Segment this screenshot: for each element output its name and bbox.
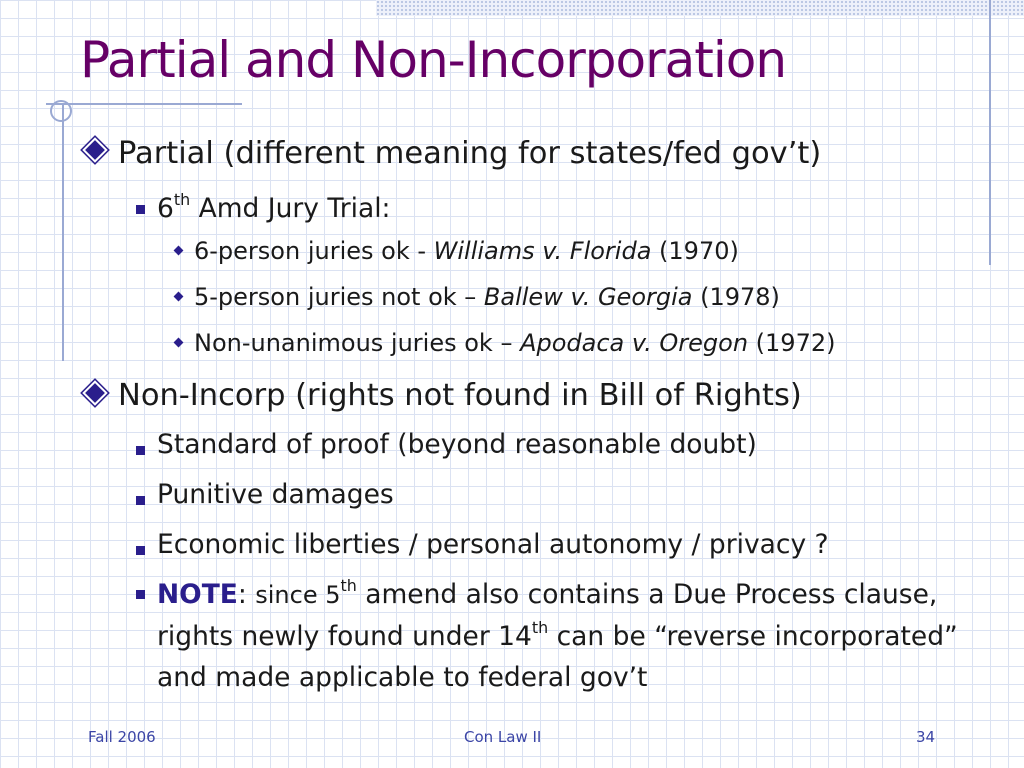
footer-slide-number: 34 xyxy=(916,728,936,746)
note-part1: since 5 xyxy=(255,581,341,609)
decorative-dot-pattern xyxy=(376,0,1024,16)
slide-title: Partial and Non-Incorporation xyxy=(80,31,787,89)
note-colon: : xyxy=(237,579,256,610)
case-williams xyxy=(194,235,739,267)
note-part3: can be “reverse incorporated” and made applicable to federal gov’t xyxy=(157,621,958,693)
nonincorp-item-economic-liberties: Economic liberties / personal autonomy / privacy ? xyxy=(157,529,829,560)
decorative-horizontal-line xyxy=(46,103,242,105)
small-diamond-bullet-icon xyxy=(174,292,184,302)
decorative-vertical-line-right xyxy=(989,0,991,265)
decorative-ring xyxy=(50,100,72,122)
sixth-amd-suffix: th xyxy=(173,190,191,210)
case-ballew xyxy=(194,281,780,313)
sixth-amd-rest: Amd Jury Trial: xyxy=(190,193,391,224)
case-name: Apodaca v. Oregon xyxy=(520,329,749,357)
nonincorp-item-punitive-damages: Punitive damages xyxy=(157,479,394,510)
case-apodaca xyxy=(194,327,835,359)
sixth-amd-number: 6 xyxy=(157,193,174,224)
square-bullet-icon xyxy=(136,546,145,555)
small-diamond-bullet-icon xyxy=(174,338,184,348)
square-bullet-icon xyxy=(136,205,145,214)
bullet-partial: Partial (different meaning for states/fed gov’t) xyxy=(118,136,822,171)
note-sup1: th xyxy=(340,576,357,596)
note-label: NOTE xyxy=(157,579,238,610)
case-prefix: Non-unanimous juries ok – xyxy=(194,329,521,357)
case-year: (1978) xyxy=(692,283,780,311)
small-diamond-bullet-icon xyxy=(174,246,184,256)
case-name: Ballew v. Georgia xyxy=(483,283,693,311)
case-prefix: 6-person juries ok - xyxy=(194,237,434,265)
diamond-bullet-icon xyxy=(85,140,105,160)
diamond-bullet-icon xyxy=(85,383,105,403)
decorative-vertical-line-left xyxy=(62,103,64,361)
case-prefix: 5-person juries not ok – xyxy=(194,283,484,311)
square-bullet-icon xyxy=(136,496,145,505)
footer-date: Fall 2006 xyxy=(88,728,156,746)
nonincorp-note xyxy=(157,574,977,698)
case-year: (1972) xyxy=(748,329,836,357)
bullet-nonincorp: Non-Incorp (rights not found in Bill of Rights) xyxy=(118,378,802,413)
nonincorp-item-standard-of-proof: Standard of proof (beyond reasonable doubt) xyxy=(157,429,757,460)
note-part2: amend also contains a Due Process clause, rights newly found under 14 xyxy=(157,579,938,652)
note-sup2: th xyxy=(531,618,549,638)
square-bullet-icon xyxy=(136,590,145,599)
case-name: Williams v. Florida xyxy=(433,237,652,265)
case-year: (1970) xyxy=(651,237,739,265)
bullet-sixth-amendment xyxy=(157,191,391,227)
square-bullet-icon xyxy=(136,446,145,455)
footer-course: Con Law II xyxy=(464,728,542,746)
